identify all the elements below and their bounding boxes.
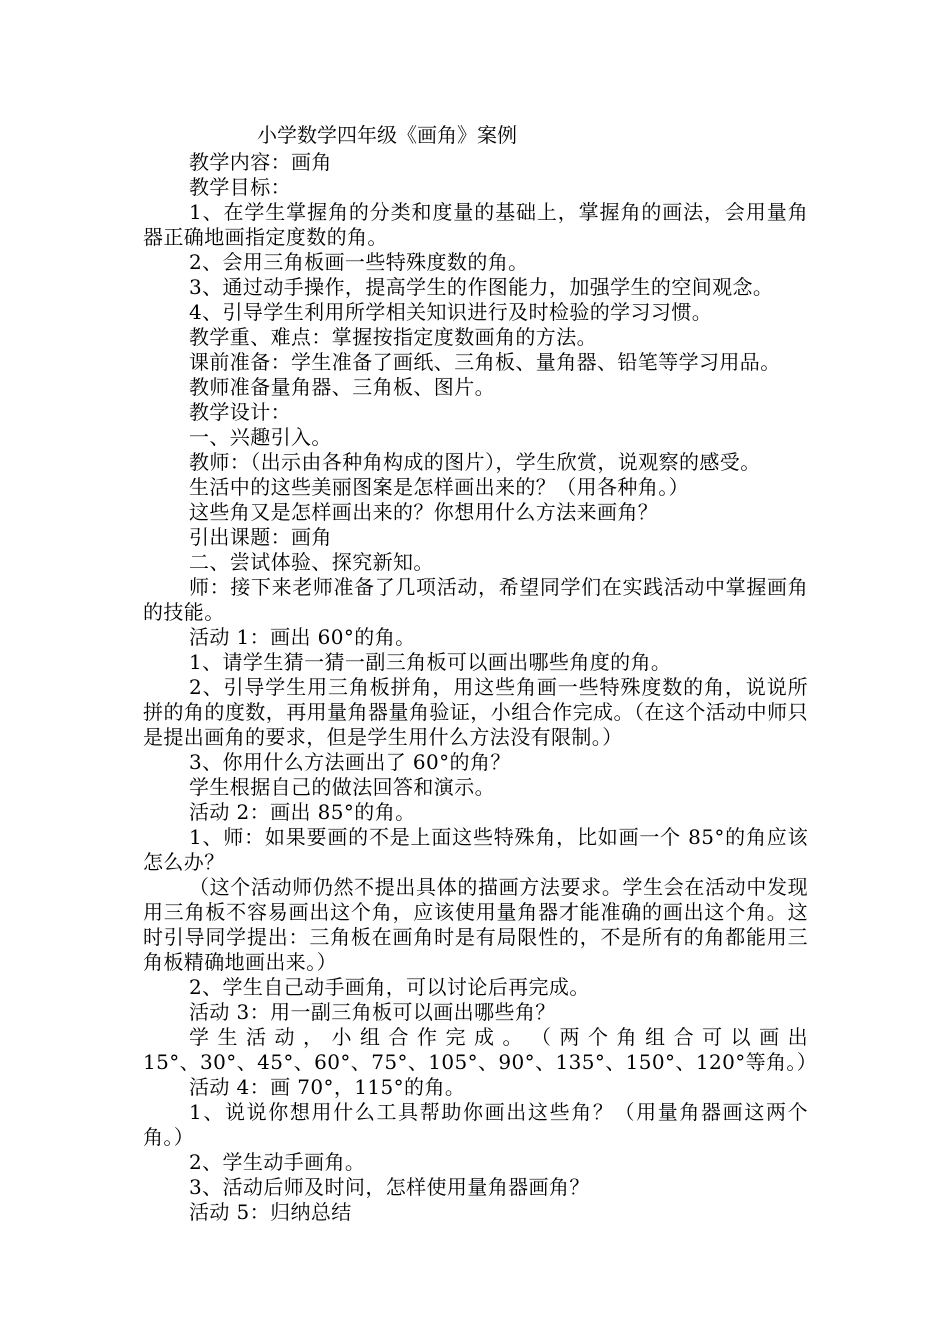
paragraph: 教师：（出示由各种角构成的图片），学生欣赏，说观察的感受。 (189, 450, 761, 474)
paragraph: 生活中的这些美丽图案是怎样画出来的？（用各种角。） (189, 475, 689, 499)
paragraph: 活动 2：画出 85°的角。 (189, 800, 416, 824)
paragraph: 2、引导学生用三角板拼角，用这些角画一些特殊度数的角，说说所拼的角的度数，再用量角器量角验证，小组合作完成。（在这个活动中师只是提出画角的要求，但是学生用什么方法没有限制。） (143, 675, 808, 749)
paragraph: 4、引导学生利用所学相关知识进行及时检验的学习习惯。 (189, 300, 713, 324)
paragraph: 3、通过动手操作，提高学生的作图能力，加强学生的空间观念。 (189, 275, 774, 299)
paragraph: 教学设计： (189, 400, 291, 424)
paragraph: 3、活动后师及时问，怎样使用量角器画角？ (189, 1175, 590, 1199)
paragraph: 一、兴趣引入。 (189, 425, 332, 449)
paragraph: 1、请学生猜一猜一副三角板可以画出哪些角度的角。 (189, 650, 672, 674)
paragraph: 教学目标： (189, 175, 291, 199)
paragraph: 课前准备：学生准备了画纸、三角板、量角器、铅笔等学习用品。 (189, 350, 781, 374)
paragraph: 师：接下来老师准备了几项活动，希望同学们在实践活动中掌握画角的技能。 (143, 575, 808, 624)
paragraph: 学 生 活 动 ， 小 组 合 作 完 成 。 （ 两 个 角 组 合 可 以 画 出 15°、30°、45°、60°、75°、105°、90°、135°、150°、120°等角。） (143, 1025, 818, 1074)
paragraph: 1、师：如果要画的不是上面这些特殊角，比如画一个 85°的角应该怎么办？ (143, 825, 808, 874)
paragraph: （这个活动师仍然不提出具体的描画方法要求。学生会在活动中发现用三角板不容易画出这个角，应该使用量角器才能准确的画出这个角。这时引导同学提出：三角板在画角时是有局限性的，不是所有的角都能用三角板精确地画出来。） (143, 875, 808, 974)
paragraph: 活动 3：用一副三角板可以画出哪些角？ (189, 1000, 556, 1024)
paragraph: 教师准备量角器、三角板、图片。 (189, 375, 495, 399)
paragraph: 1、在学生掌握角的分类和度量的基础上，掌握角的画法，会用量角器正确地画指定度数的角。 (143, 200, 808, 249)
paragraph: 这些角又是怎样画出来的？你想用什么方法来画角？ (189, 500, 659, 524)
paragraph: 引出课题：画角 (189, 525, 332, 549)
paragraph: 3、你用什么方法画出了 60°的角？ (189, 750, 511, 774)
paragraph: 活动 4：画 70°，115°的角。 (189, 1075, 466, 1099)
paragraph: 2、学生动手画角。 (189, 1150, 366, 1174)
paragraph: 2、会用三角板画一些特殊度数的角。 (189, 250, 529, 274)
paragraph: 教学内容：画角 (189, 150, 332, 174)
paragraph: 1、说说你想用什么工具帮助你画出这些角？（用量角器画这两个角。） (143, 1100, 808, 1149)
paragraph: 教学重、难点：掌握按指定度数画角的方法。 (189, 325, 597, 349)
paragraph: 学生根据自己的做法回答和演示。 (189, 775, 495, 799)
paragraph: 2、学生自己动手画角，可以讨论后再完成。 (189, 975, 590, 999)
paragraph: 活动 5：归纳总结 (189, 1200, 352, 1224)
document-title: 小学数学四年级《画角》案例 (257, 123, 517, 147)
paragraph: 二、尝试体验、探究新知。 (189, 550, 434, 574)
document-body (143, 120, 818, 1225)
paragraph: 活动 1：画出 60°的角。 (189, 625, 416, 649)
